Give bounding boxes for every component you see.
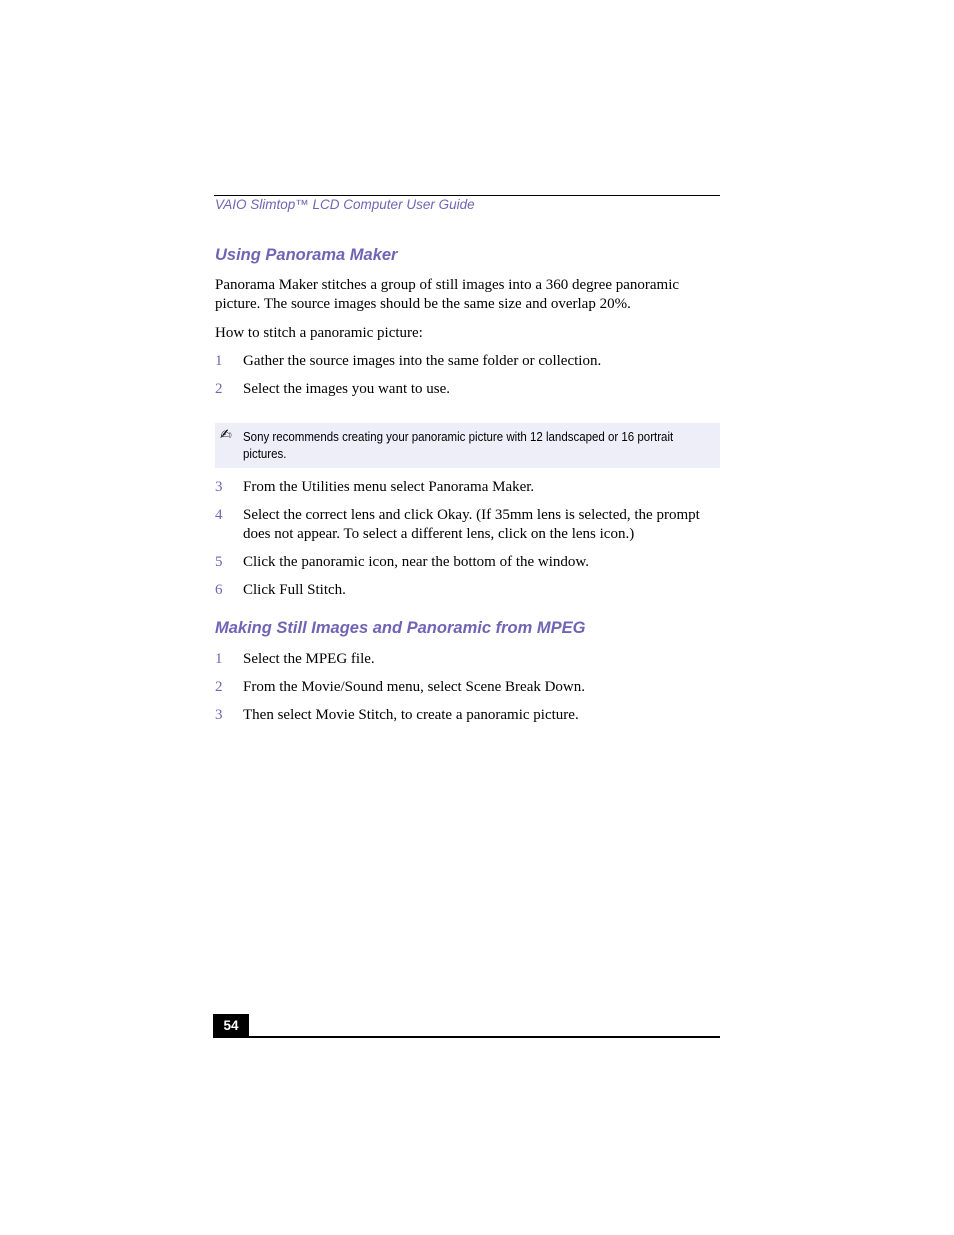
list-item [215, 506, 720, 544]
footer-rule [213, 1036, 720, 1038]
list-item [215, 678, 720, 697]
step-number: 2 [215, 679, 223, 695]
header-rule [214, 195, 720, 196]
list-item [215, 380, 720, 399]
step-number: 2 [215, 381, 223, 397]
list-item [215, 553, 720, 572]
intro-paragraph: Panorama Maker stitches a group of still images into a 360 degree panoramic picture. The source images should be the same size and overlap 20%. [215, 277, 680, 312]
step-text: Select the correct lens and click Okay. (If 35mm lens is selected, the prompt does not appear. To select a different lens, click on the lens icon.) [243, 507, 700, 542]
pencil-note-icon: ✍ [220, 427, 232, 443]
page-number: 54 [213, 1014, 249, 1037]
note-text: Sony recommends creating your panoramic picture with 12 landscaped or 16 portrait pictures. [243, 430, 674, 461]
step-text: Click the panoramic icon, near the bottom of the window. [243, 554, 590, 570]
section-heading-mpeg: Making Still Images and Panoramic from MPEG [215, 619, 586, 637]
step-text: From the Movie/Sound menu, select Scene Break Down. [243, 679, 586, 695]
step-number: 1 [215, 651, 223, 667]
step-text: Click Full Stitch. [243, 582, 346, 598]
list-item [215, 706, 720, 725]
step-number: 4 [215, 507, 223, 523]
step-text: Select the images you want to use. [243, 381, 451, 397]
step-text: Select the MPEG file. [243, 651, 375, 667]
step-text: From the Utilities menu select Panorama Maker. [243, 479, 535, 495]
step-text: Gather the source images into the same folder or collection. [243, 353, 602, 369]
step-number: 6 [215, 582, 223, 598]
step-number: 1 [215, 353, 223, 369]
list-item [215, 352, 720, 371]
step-text: Then select Movie Stitch, to create a panoramic picture. [243, 707, 579, 723]
step-number: 3 [215, 707, 223, 723]
lead-paragraph: How to stitch a panoramic picture: [215, 325, 423, 341]
list-item [215, 650, 720, 669]
step-number: 5 [215, 554, 223, 570]
step-number: 3 [215, 479, 223, 495]
section-heading-panorama-maker: Using Panorama Maker [215, 246, 398, 264]
note-box [215, 423, 720, 468]
running-header: VAIO Slimtop™ LCD Computer User Guide [215, 197, 475, 212]
list-item [215, 478, 720, 497]
list-item [215, 581, 720, 600]
